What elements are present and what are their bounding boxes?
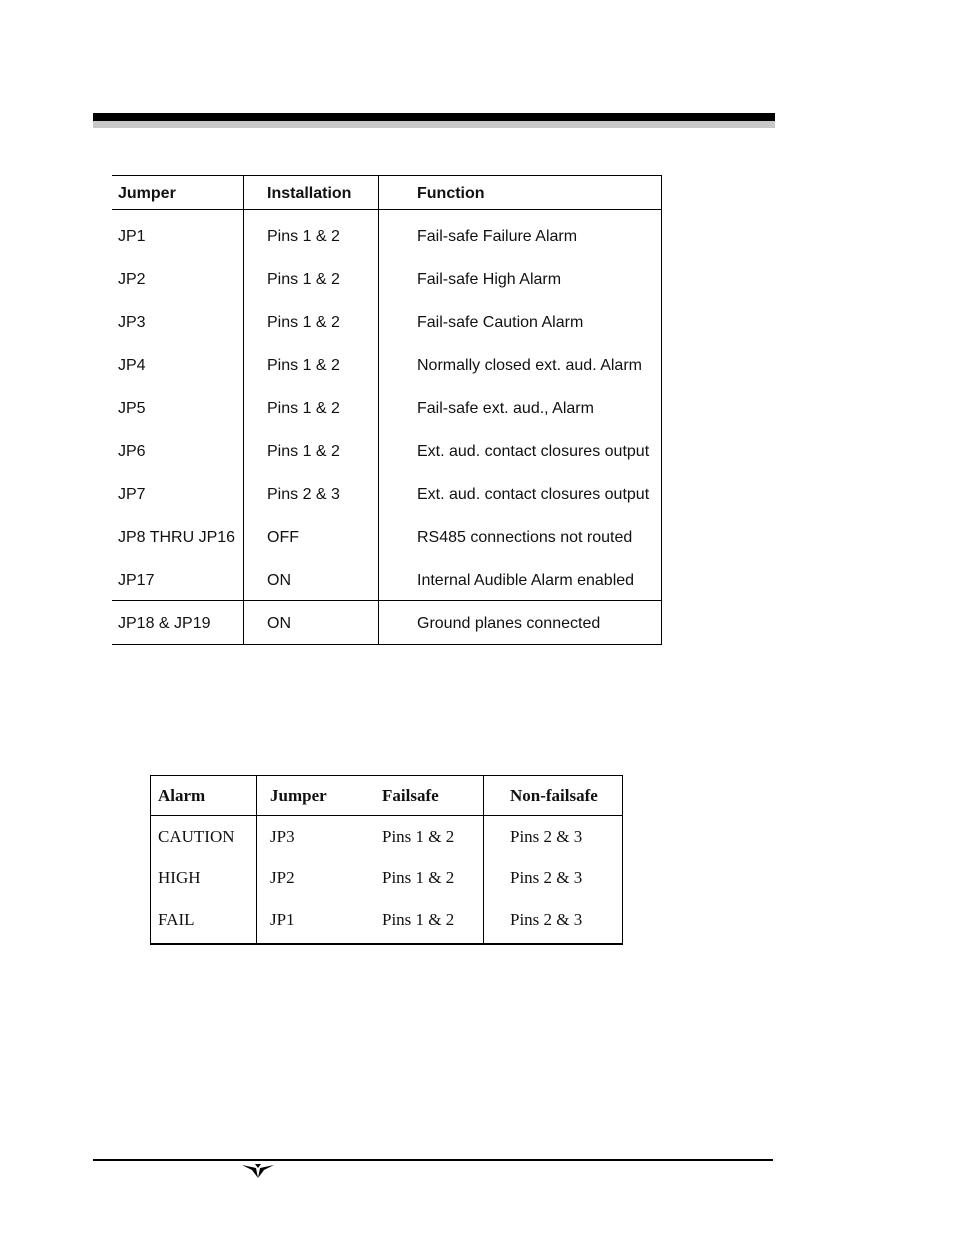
table-cell-installation: OFF [267,529,299,546]
table-border [622,775,623,945]
table-cell-jumper: JP1 [118,228,146,245]
table-border [112,644,662,645]
table-border [150,775,623,776]
table-cell-function: Ext. aud. contact closures output [417,486,650,503]
table-cell-function: Fail-safe High Alarm [417,271,562,288]
column-divider [378,175,379,645]
column-header-non-failsafe: Non-failsafe [510,786,598,805]
table-cell-installation: ON [267,572,291,589]
table-cell-jumper: JP2 [118,271,146,288]
table-cell-non-failsafe: Pins 2 & 3 [510,827,583,846]
table-cell-installation: ON [267,615,291,632]
table-cell-jumper: JP1 [270,910,295,929]
teledyne-logo-icon [240,1162,276,1180]
table-cell-jumper: JP17 [118,572,155,589]
jumper-settings-table [112,175,662,645]
table-cell-jumper: JP5 [118,400,146,417]
table-cell-function: Normally closed ext. aud. Alarm [417,357,642,374]
table-cell-jumper: JP6 [118,443,146,460]
table-cell-function: Internal Audible Alarm enabled [417,572,635,589]
table-cell-failsafe: Pins 1 & 2 [382,910,455,929]
table-cell-non-failsafe: Pins 2 & 3 [510,868,583,887]
header-rule [93,113,775,121]
table-cell-installation: Pins 1 & 2 [267,271,340,288]
column-divider [256,775,257,945]
table-cell-failsafe: Pins 1 & 2 [382,827,455,846]
table-cell-alarm: CAUTION [158,827,235,846]
header-divider [112,209,662,210]
table-cell-installation: Pins 1 & 2 [267,443,340,460]
table-cell-function: RS485 connections not routed [417,529,633,546]
table-cell-jumper: JP4 [118,357,146,374]
table-border [661,175,662,645]
column-header-function: Function [417,185,485,202]
column-header-jumper: Jumper [118,185,176,202]
table-border [112,175,662,176]
table-cell-function: Fail-safe Caution Alarm [417,314,584,331]
column-header-alarm: Alarm [158,786,206,805]
table-cell-installation: Pins 1 & 2 [267,400,340,417]
table-cell-alarm: HIGH [158,868,201,887]
table-cell-jumper: JP8 THRU JP16 [118,529,236,546]
column-header-jumper: Jumper [270,786,327,805]
table-cell-function: Fail-safe ext. aud., Alarm [417,400,594,417]
table-cell-alarm: FAIL [158,910,195,929]
footer-rule [93,1159,773,1161]
table-cell-function: Fail-safe Failure Alarm [417,228,578,245]
column-divider [483,775,484,945]
column-header-failsafe: Failsafe [382,786,439,805]
table-cell-jumper: JP18 & JP19 [118,615,211,632]
header-divider [150,815,623,816]
row-divider [112,600,662,601]
column-divider [243,175,244,645]
column-header-installation: Installation [267,185,352,202]
table-cell-installation: Pins 1 & 2 [267,357,340,374]
alarm-failsafe-table [150,775,623,945]
table-cell-failsafe: Pins 1 & 2 [382,868,455,887]
table-border [150,775,151,945]
table-cell-function: Ground planes connected [417,615,601,632]
table-cell-jumper: JP3 [118,314,146,331]
table-cell-installation: Pins 1 & 2 [267,228,340,245]
table-cell-jumper: JP3 [270,827,295,846]
table-cell-non-failsafe: Pins 2 & 3 [510,910,583,929]
table-border [150,943,623,945]
table-cell-jumper: JP7 [118,486,146,503]
table-cell-jumper: JP2 [270,868,295,887]
table-cell-installation: Pins 1 & 2 [267,314,340,331]
table-cell-installation: Pins 2 & 3 [267,486,340,503]
header-rule-shadow [93,121,775,128]
table-cell-function: Ext. aud. contact closures output [417,443,650,460]
